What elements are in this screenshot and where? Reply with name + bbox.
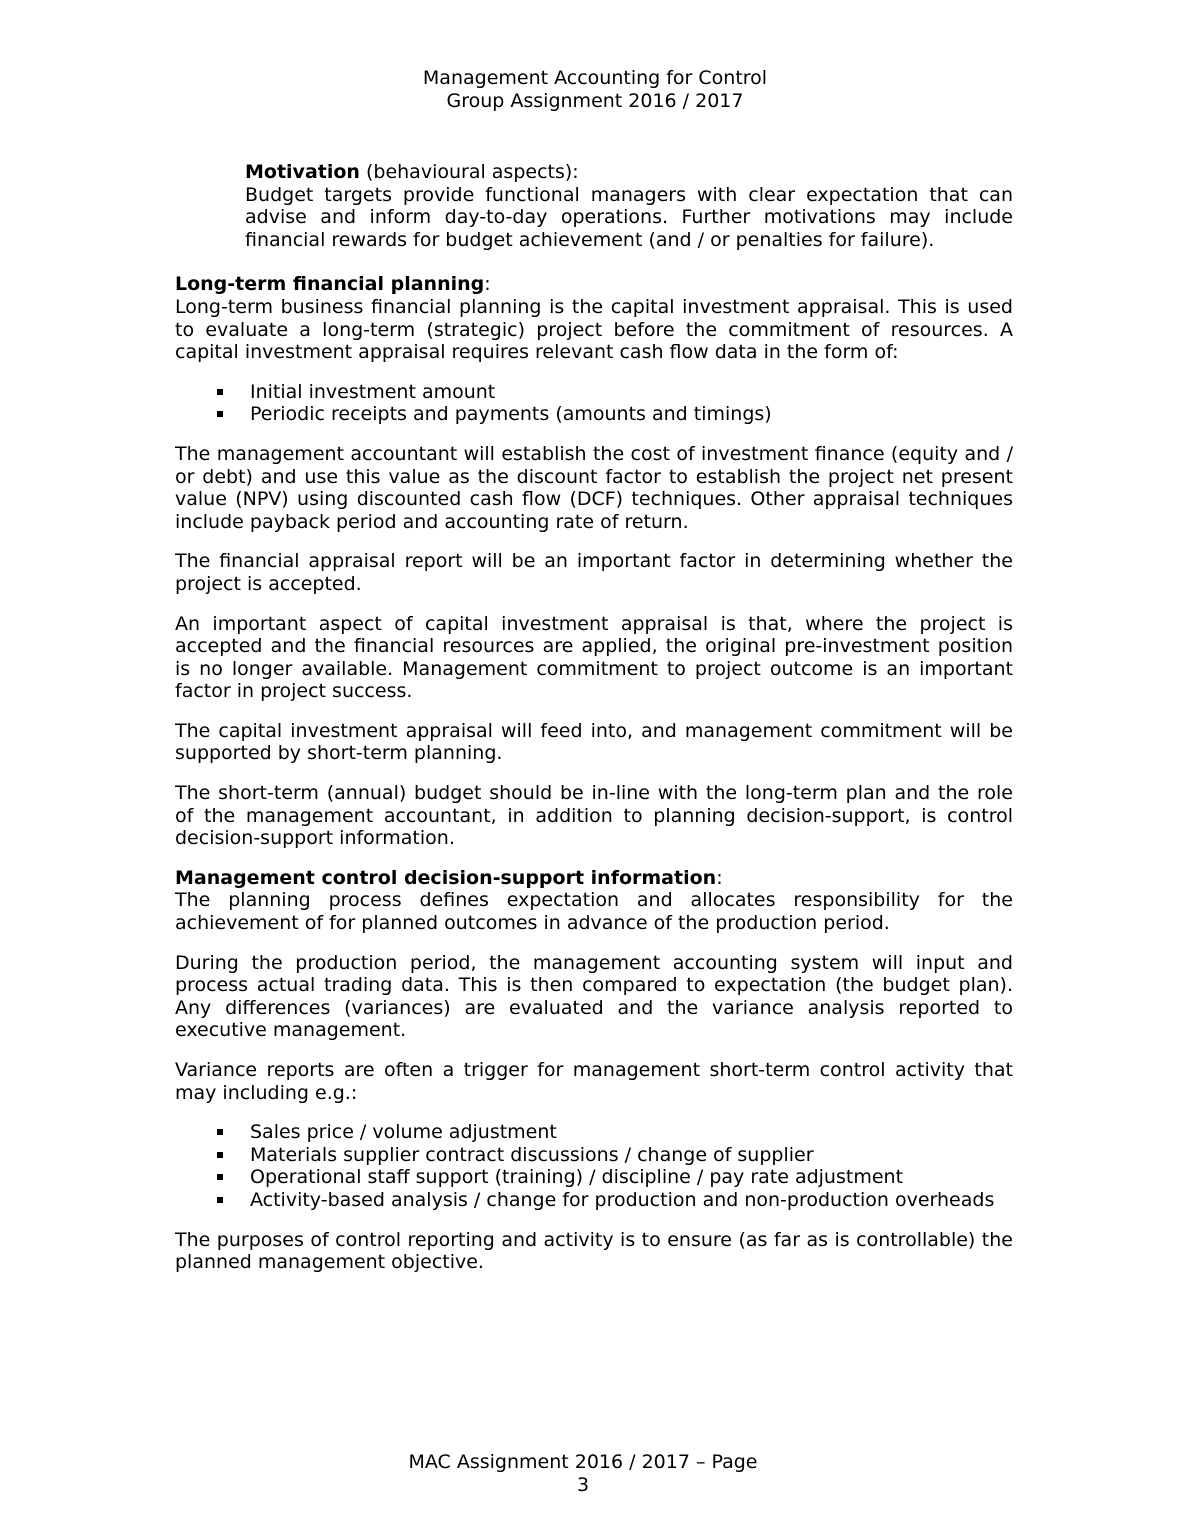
paragraph-closing: The purposes of control reporting and activity is to ensure (as far as is controllable) the planned management objective. — [175, 1228, 1013, 1274]
motivation-text: Budget targets provide functional managers with clear expectation that can advise and inform day-to-day operations. Further motivations may include financial rewards for budget achievement (and / or penalties for failure). — [245, 183, 1013, 251]
square-bullet-icon — [217, 389, 223, 395]
page-header — [0, 67, 1190, 113]
document-body — [175, 161, 1013, 1291]
longterm-section — [175, 273, 1013, 363]
list-item — [175, 1121, 1013, 1144]
list-item — [175, 403, 1013, 426]
control-section — [175, 867, 1013, 935]
list-item-text: Activity-based analysis / change for production and non-production overheads — [250, 1188, 995, 1211]
paragraph-short-term-budget: The short-term (annual) budget should be in-line with the long-term plan and the role of the management accountant, in addition to planning decision-support, is control decision-support information. — [175, 782, 1013, 850]
control-heading — [175, 867, 1013, 890]
motivation-heading — [245, 161, 1013, 184]
motivation-section — [245, 161, 1013, 251]
list-item-text: Periodic receipts and payments (amounts and timings) — [250, 403, 772, 426]
page-footer — [0, 1451, 1166, 1497]
paragraph-npv: The management accountant will establish the cost of investment finance (equity and / or debt) and use this value as the discount factor to establish the project net present value (NPV) using discounted cash flow (DCF) techniques. Other appraisal techniques include payback period and accounting rate of return. — [175, 442, 1013, 533]
longterm-title: Long-term financial planning — [175, 273, 485, 296]
list-item-text: Initial investment amount — [250, 380, 496, 403]
cashflow-bullet-list — [175, 381, 1013, 426]
control-intro: The planning process defines expectation and allocates responsibility for the achievement of for planned outcomes in advance of the production period. — [175, 889, 1013, 935]
longterm-intro: Long-term business financial planning is the capital investment appraisal. This is used to evaluate a long-term (strategic) project before the commitment of resources. A capital investment appraisal requires relevant cash flow data in the form of: — [175, 295, 1013, 364]
list-item — [175, 1189, 1013, 1212]
square-bullet-icon — [217, 411, 223, 417]
list-item-text: Sales price / volume adjustment — [250, 1121, 557, 1144]
longterm-heading — [175, 273, 1013, 296]
longterm-colon: : — [484, 273, 491, 296]
header-title: Management Accounting for Control — [422, 67, 768, 89]
motivation-subtitle: (behavioural aspects): — [359, 161, 579, 183]
paragraph-feed-into: The capital investment appraisal will feed into, and management commitment will be supported by short-term planning. — [175, 719, 1013, 765]
list-item — [175, 381, 1013, 404]
list-item — [175, 1144, 1013, 1167]
list-item-text: Operational staff support (training) / discipline / pay rate adjustment — [250, 1166, 904, 1189]
square-bullet-icon — [217, 1197, 223, 1203]
motivation-title: Motivation — [245, 161, 360, 183]
control-colon: : — [716, 866, 723, 889]
footer-label: MAC Assignment 2016 / 2017 – Page — [408, 1451, 758, 1473]
list-item — [175, 1166, 1013, 1189]
square-bullet-icon — [217, 1152, 223, 1158]
paragraph-important-aspect: An important aspect of capital investment appraisal is that, where the project is accepted and the financial resources are applied, the original pre-investment position is no longer available. Management commitment to project outcome is an important factor in project success. — [175, 612, 1013, 703]
paragraph-appraisal-report: The financial appraisal report will be an important factor in determining whether the project is accepted. — [175, 550, 1013, 595]
control-title: Management control decision-support information — [175, 866, 717, 889]
paragraph-variance-reports: Variance reports are often a trigger for management short-term control activity that may including e.g.: — [175, 1059, 1013, 1104]
square-bullet-icon — [217, 1129, 223, 1135]
square-bullet-icon — [217, 1174, 223, 1180]
header-subtitle: Group Assignment 2016 / 2017 — [446, 90, 744, 112]
paragraph-production-period: During the production period, the management accounting system will input and process actual trading data. This is then compared to expectation (the budget plan). Any differences (variances) are evaluated and the variance analysis reported to executive management. — [175, 951, 1013, 1042]
page-number: 3 — [576, 1474, 590, 1496]
control-activity-bullet-list — [175, 1121, 1013, 1211]
list-item-text: Materials supplier contract discussions / change of supplier — [250, 1143, 814, 1166]
